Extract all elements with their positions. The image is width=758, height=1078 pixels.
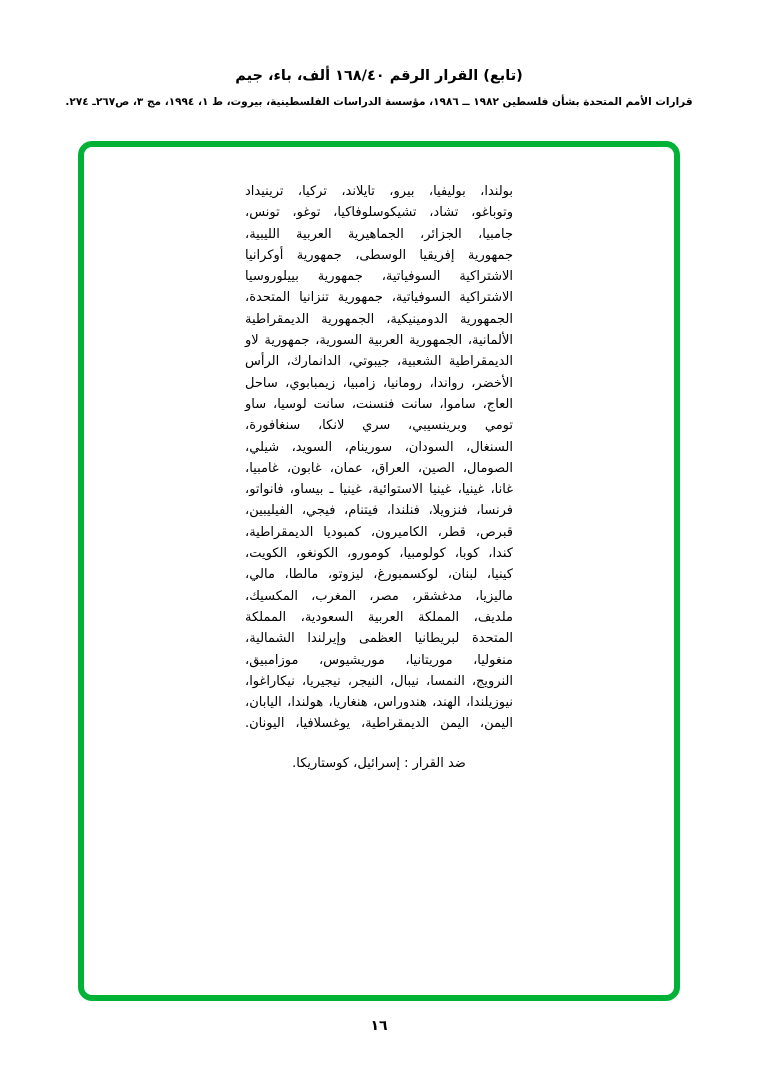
against-resolution-line: ضد القرار : إسرائيل، كوستاريكا. (292, 755, 466, 771)
frame-content (84, 181, 674, 995)
country-list-paragraph: بولندا، بوليفيا، بيرو، تايلاند، تركيا، ترينيداد وتوباغو، تشاد، تشيكوسلوفاكيا، توغو، تونس، جامبيا، الجزائر، الجماهيرية العربية الليبية، جمهورية إفريقيا الوسطى، جمهورية أوكرانيا الاشتراكية السوفياتية، جمهورية بييلوروسيا الاشتراكية السوفياتية، جمهورية تنزانيا المتحدة، الجمهورية الدومينيكية، الجمهورية الديمقراطية الألمانية، الجمهورية العربية السورية، جمهورية لاو الديمقراطية الشعبية، جيبوتي، الدانمارك، الرأس الأخضر، رواندا، رومانيا، زامبيا، زيمبابوي، ساحل العاج، ساموا، سانت فنسنت، سانت لوسيا، ساو تومي وبرينسيبي، سري لانكا، سنغافورة، السنغال، السودان، سورينام، السويد، شيلي، الصومال، الصين، العراق، عمان، غابون، غامبيا، غانا، غينيا، غينيا الاستوائية، غينيا ـ بيساو، فانواتو، فرنسا، فنزويلا، فنلندا، فيتنام، فيجي، الفيليبين، قبرص، قطر، الكاميرون، كمبوديا الديمقراطية، كندا، كوبا، كولومبيا، كومورو، الكونغو، الكويت، كينيا، لبنان، لوكسمبورغ، ليزوتو، مالطا، مالي، ماليزيا، مدغشقر، مصر، المغرب، المكسيك، ملديف، المملكة العربية السعودية، المملكة المتحدة لبريطانيا العظمى وإيرلندا الشمالية، منغوليا، موريتانيا، موريشيوس، موزامبيق، النرويج، النمسا، نيبال، النيجر، نيجيريا، نيكاراغوا، نيوزيلندا، الهند، هندوراس، هنغاريا، هولندا، اليابان، اليمن، اليمن الديمقراطية، يوغسلافيا، اليونان. (245, 184, 513, 732)
green-content-frame (78, 141, 680, 1001)
page-number: ١٦ (370, 1018, 388, 1034)
source-citation: قرارات الأمم المتحدة بشأن فلسطين ١٩٨٢ ــ ١٩٨٦، مؤسسة الدراسات الفلسطينية، بيروت، ط ١، ١٩٩٤، مج ٣، ص٢٦٧ـ ٢٧٤. (65, 96, 693, 109)
document-header (0, 0, 758, 110)
page-title: (تابع) القرار الرقم ١٦٨/٤٠ ألف، باء، جيم (235, 68, 523, 84)
